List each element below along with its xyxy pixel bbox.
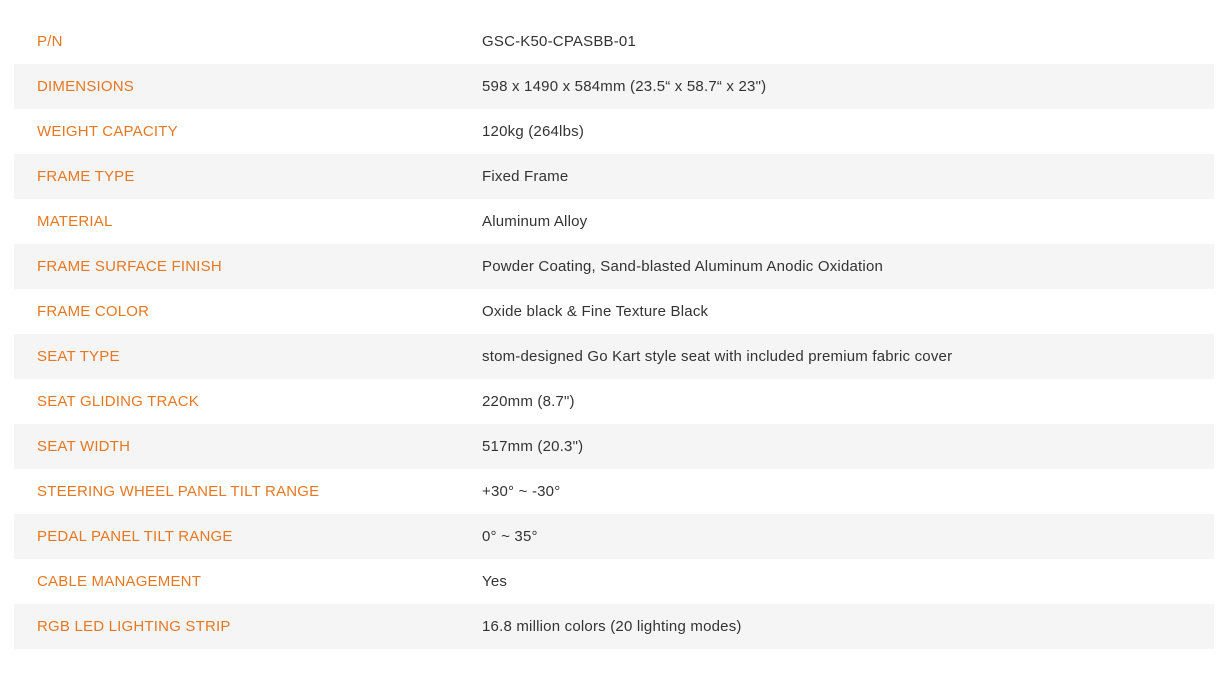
spec-label: FRAME TYPE: [37, 168, 135, 185]
spec-value: Oxide black & Fine Texture Black: [482, 303, 709, 320]
spec-label: FRAME COLOR: [37, 303, 150, 320]
spec-row-frame-surface-finish: [14, 244, 1214, 289]
spec-value: Aluminum Alloy: [482, 213, 588, 230]
spec-label: CABLE MANAGEMENT: [37, 573, 202, 590]
spec-row-rgb-led: [14, 604, 1214, 649]
spec-table: [14, 19, 1214, 649]
spec-value: 517mm (20.3"): [482, 438, 584, 455]
spec-row-pedal-tilt: [14, 514, 1214, 559]
spec-value: Powder Coating, Sand-blasted Aluminum Anodic Oxidation: [482, 258, 884, 275]
spec-row-material: [14, 199, 1214, 244]
spec-row-seat-width: [14, 424, 1214, 469]
spec-label: SEAT TYPE: [37, 348, 120, 365]
spec-row-weight-capacity: [14, 109, 1214, 154]
spec-row-cable-management: [14, 559, 1214, 604]
spec-value: 120kg (264lbs): [482, 123, 585, 140]
spec-label: PEDAL PANEL TILT RANGE: [37, 528, 233, 545]
spec-value: 220mm (8.7"): [482, 393, 575, 410]
spec-label: DIMENSIONS: [37, 78, 135, 95]
spec-label: FRAME SURFACE FINISH: [37, 258, 222, 275]
spec-row-dimensions: [14, 64, 1214, 109]
spec-row-frame-color: [14, 289, 1214, 334]
spec-value: +30° ~ -30°: [482, 483, 561, 500]
spec-label: STEERING WHEEL PANEL TILT RANGE: [37, 483, 320, 500]
spec-row-frame-type: [14, 154, 1214, 199]
spec-value: Fixed Frame: [482, 168, 569, 185]
spec-row-seat-gliding-track: [14, 379, 1214, 424]
spec-label: P/N: [37, 33, 63, 50]
spec-value: 598 x 1490 x 584mm (23.5“ x 58.7“ x 23"): [482, 78, 767, 95]
spec-value: Yes: [482, 573, 508, 590]
spec-label: RGB LED LIGHTING STRIP: [37, 618, 231, 635]
spec-value: 16.8 million colors (20 lighting modes): [482, 618, 742, 635]
spec-label: MATERIAL: [37, 213, 113, 230]
spec-row-seat-type: [14, 334, 1214, 379]
spec-label: SEAT GLIDING TRACK: [37, 393, 199, 410]
spec-label: WEIGHT CAPACITY: [37, 123, 178, 140]
spec-value: GSC-K50-CPASBB-01: [482, 33, 637, 50]
spec-value: stom-designed Go Kart style seat with included premium fabric cover: [482, 348, 953, 365]
spec-label: SEAT WIDTH: [37, 438, 131, 455]
spec-value: 0° ~ 35°: [482, 528, 538, 545]
spec-row-steering-wheel-tilt: [14, 469, 1214, 514]
spec-row-pn: [14, 19, 1214, 64]
